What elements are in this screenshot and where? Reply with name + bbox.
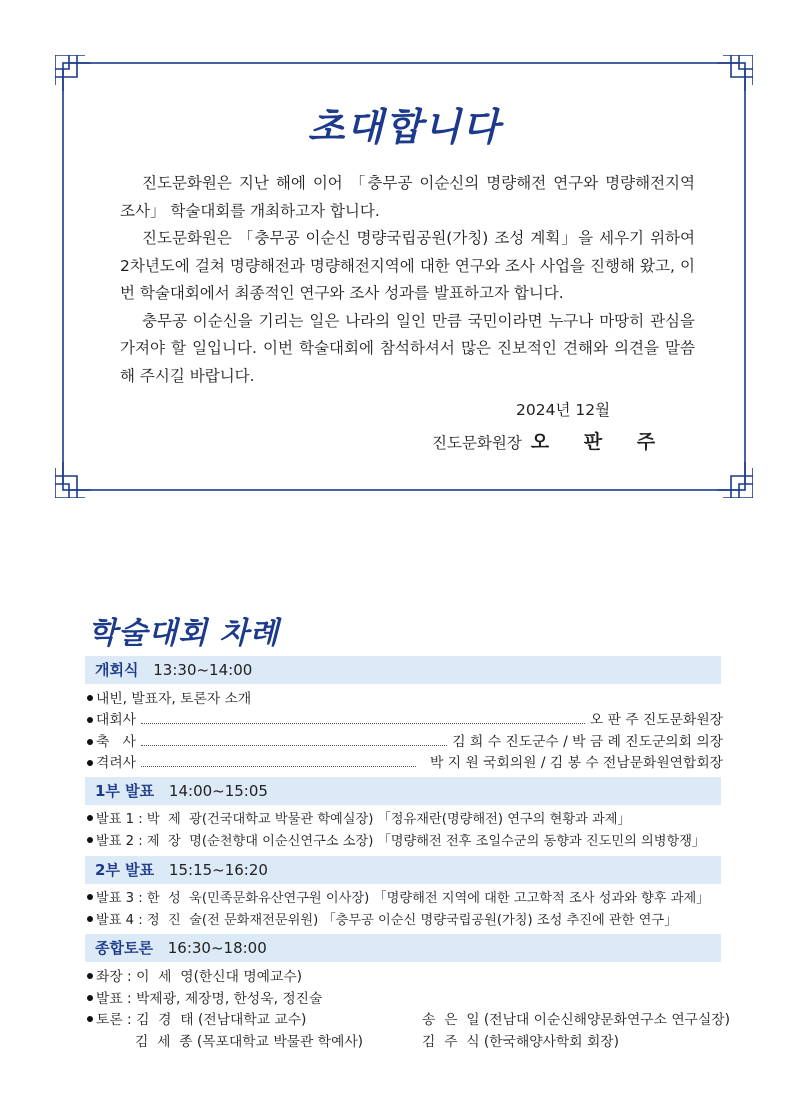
item-text: 좌장 : 이 세 영(한신대 명예교수) [96, 969, 303, 985]
list-item [87, 831, 723, 853]
list-item [87, 809, 723, 831]
bullet-icon [87, 1016, 93, 1022]
list-item [87, 988, 723, 1010]
item-text: 발표 1 : 박 제 광(건국대학교 박물관 학예실장) 「정유재란(명량해전) 연구의 현황과 과제」 [96, 812, 631, 827]
dotted-leader [141, 766, 416, 767]
bullet-icon [87, 973, 93, 979]
item-right-text: 김 주 식 (한국해양사학회 회장) [422, 1034, 620, 1050]
session-header [85, 656, 721, 684]
bullet-icon [87, 760, 93, 766]
item-right-text: 김 희 수 진도군수 / 박 금 례 진도군의회 의장 [452, 734, 723, 750]
invitation-date: 2024년 12월 [516, 401, 611, 419]
schedule-title: 학술대회 차례 [88, 616, 280, 651]
bullet-icon [87, 894, 93, 900]
item-right-text: 오 판 주 진도문화원장 [589, 712, 723, 728]
session-label: 개회식 [95, 661, 139, 679]
invitation-body [120, 170, 695, 390]
list-item [87, 688, 723, 710]
session-time: 15:15~16:20 [168, 861, 268, 879]
bullet-icon [87, 916, 93, 922]
invitation-signature [432, 427, 669, 454]
invitation-paragraph: 충무공 이순신을 기리는 일은 나라의 일인 만큼 국민이라면 누구나 마땅히 관심을 가져야 할 일입니다. 이번 학술대회에 참석하셔서 많은 진보적인 견해와 의견을 말씀해 주시길 바랍니다. [120, 311, 695, 385]
session-time: 16:30~18:00 [167, 939, 267, 957]
list-item [87, 1031, 723, 1053]
item-right-text: 박 지 원 국회의원 / 김 봉 수 전남문화원연합회장 [430, 755, 723, 771]
item-text: 발표 4 : 정 진 술(전 문화재전문위원) 「충무공 이순신 명량국립공원(가칭) 조성 추진에 관한 연구」 [96, 913, 678, 928]
bullet-icon [87, 995, 93, 1001]
list-item [87, 1009, 731, 1031]
dotted-leader [141, 745, 447, 746]
list-item [87, 888, 723, 910]
item-text: 대회사 [96, 712, 136, 728]
session-header [85, 934, 721, 962]
signer-title: 진도문화원장 [432, 434, 522, 452]
item-right-text: 송 은 일 (전남대 이순신해양문화연구소 연구실장) [422, 1012, 731, 1028]
list-item [87, 966, 723, 988]
list-item [87, 910, 723, 932]
item-text: 축 사 [96, 734, 136, 750]
item-text: 발표 : 박제광, 제장명, 한성욱, 정진술 [96, 991, 323, 1007]
item-text: 토론 : 김 경 태 (전남대학교 교수) [96, 1012, 307, 1028]
session-time: 13:30~14:00 [153, 661, 253, 679]
dotted-leader [141, 723, 585, 724]
invitation-paragraph: 진도문화원은 「충무공 이순신 명량국립공원(가칭) 조성 계획」을 세우기 위하여 2차년도에 걸쳐 명량해전과 명량해전지역에 대한 연구와 조사 사업을 진행해 왔고, 이번 학술대회에서 최종적인 연구와 조사 성과를 발표하고자 합니다. [120, 229, 695, 302]
list-item [87, 709, 723, 731]
bullet-icon [87, 739, 93, 745]
invitation-paragraph: 진도문화원은 지난 해에 이어 「충무공 이순신의 명량해전 연구와 명량해전지역 조사」 학술대회를 개최하고자 합니다. [120, 174, 695, 220]
item-text: 발표 3 : 한 성 욱(민족문화유산연구원 이사장) 「명량해전 지역에 대한 고고학적 조사 성과와 향후 과제」 [96, 891, 710, 906]
item-text: 김 세 종 (목포대학교 박물관 학예사) [135, 1034, 364, 1050]
item-text: 내빈, 발표자, 토론자 소개 [96, 691, 252, 707]
bullet-icon [87, 815, 93, 821]
list-item [87, 752, 723, 774]
bullet-icon [87, 717, 93, 723]
signer-name: 오 판 주 [530, 431, 670, 453]
item-text: 격려사 [96, 755, 136, 771]
session-label: 종합토론 [95, 939, 153, 957]
invitation-title: 초대합니다 [307, 104, 502, 149]
session-label: 1부 발표 [95, 782, 155, 800]
session-header [85, 777, 721, 805]
item-text: 발표 2 : 제 장 명(순천향대 이순신연구소 소장) 「명량해전 전후 조일수군의 동향과 진도민의 의병항쟁」 [96, 834, 706, 849]
session-time: 14:00~15:05 [168, 782, 268, 800]
bullet-icon [87, 837, 93, 843]
bullet-icon [87, 695, 93, 701]
list-item [87, 731, 723, 753]
session-header [85, 856, 721, 884]
corner-ornament-top-left [55, 55, 91, 91]
session-label: 2부 발표 [95, 861, 155, 879]
